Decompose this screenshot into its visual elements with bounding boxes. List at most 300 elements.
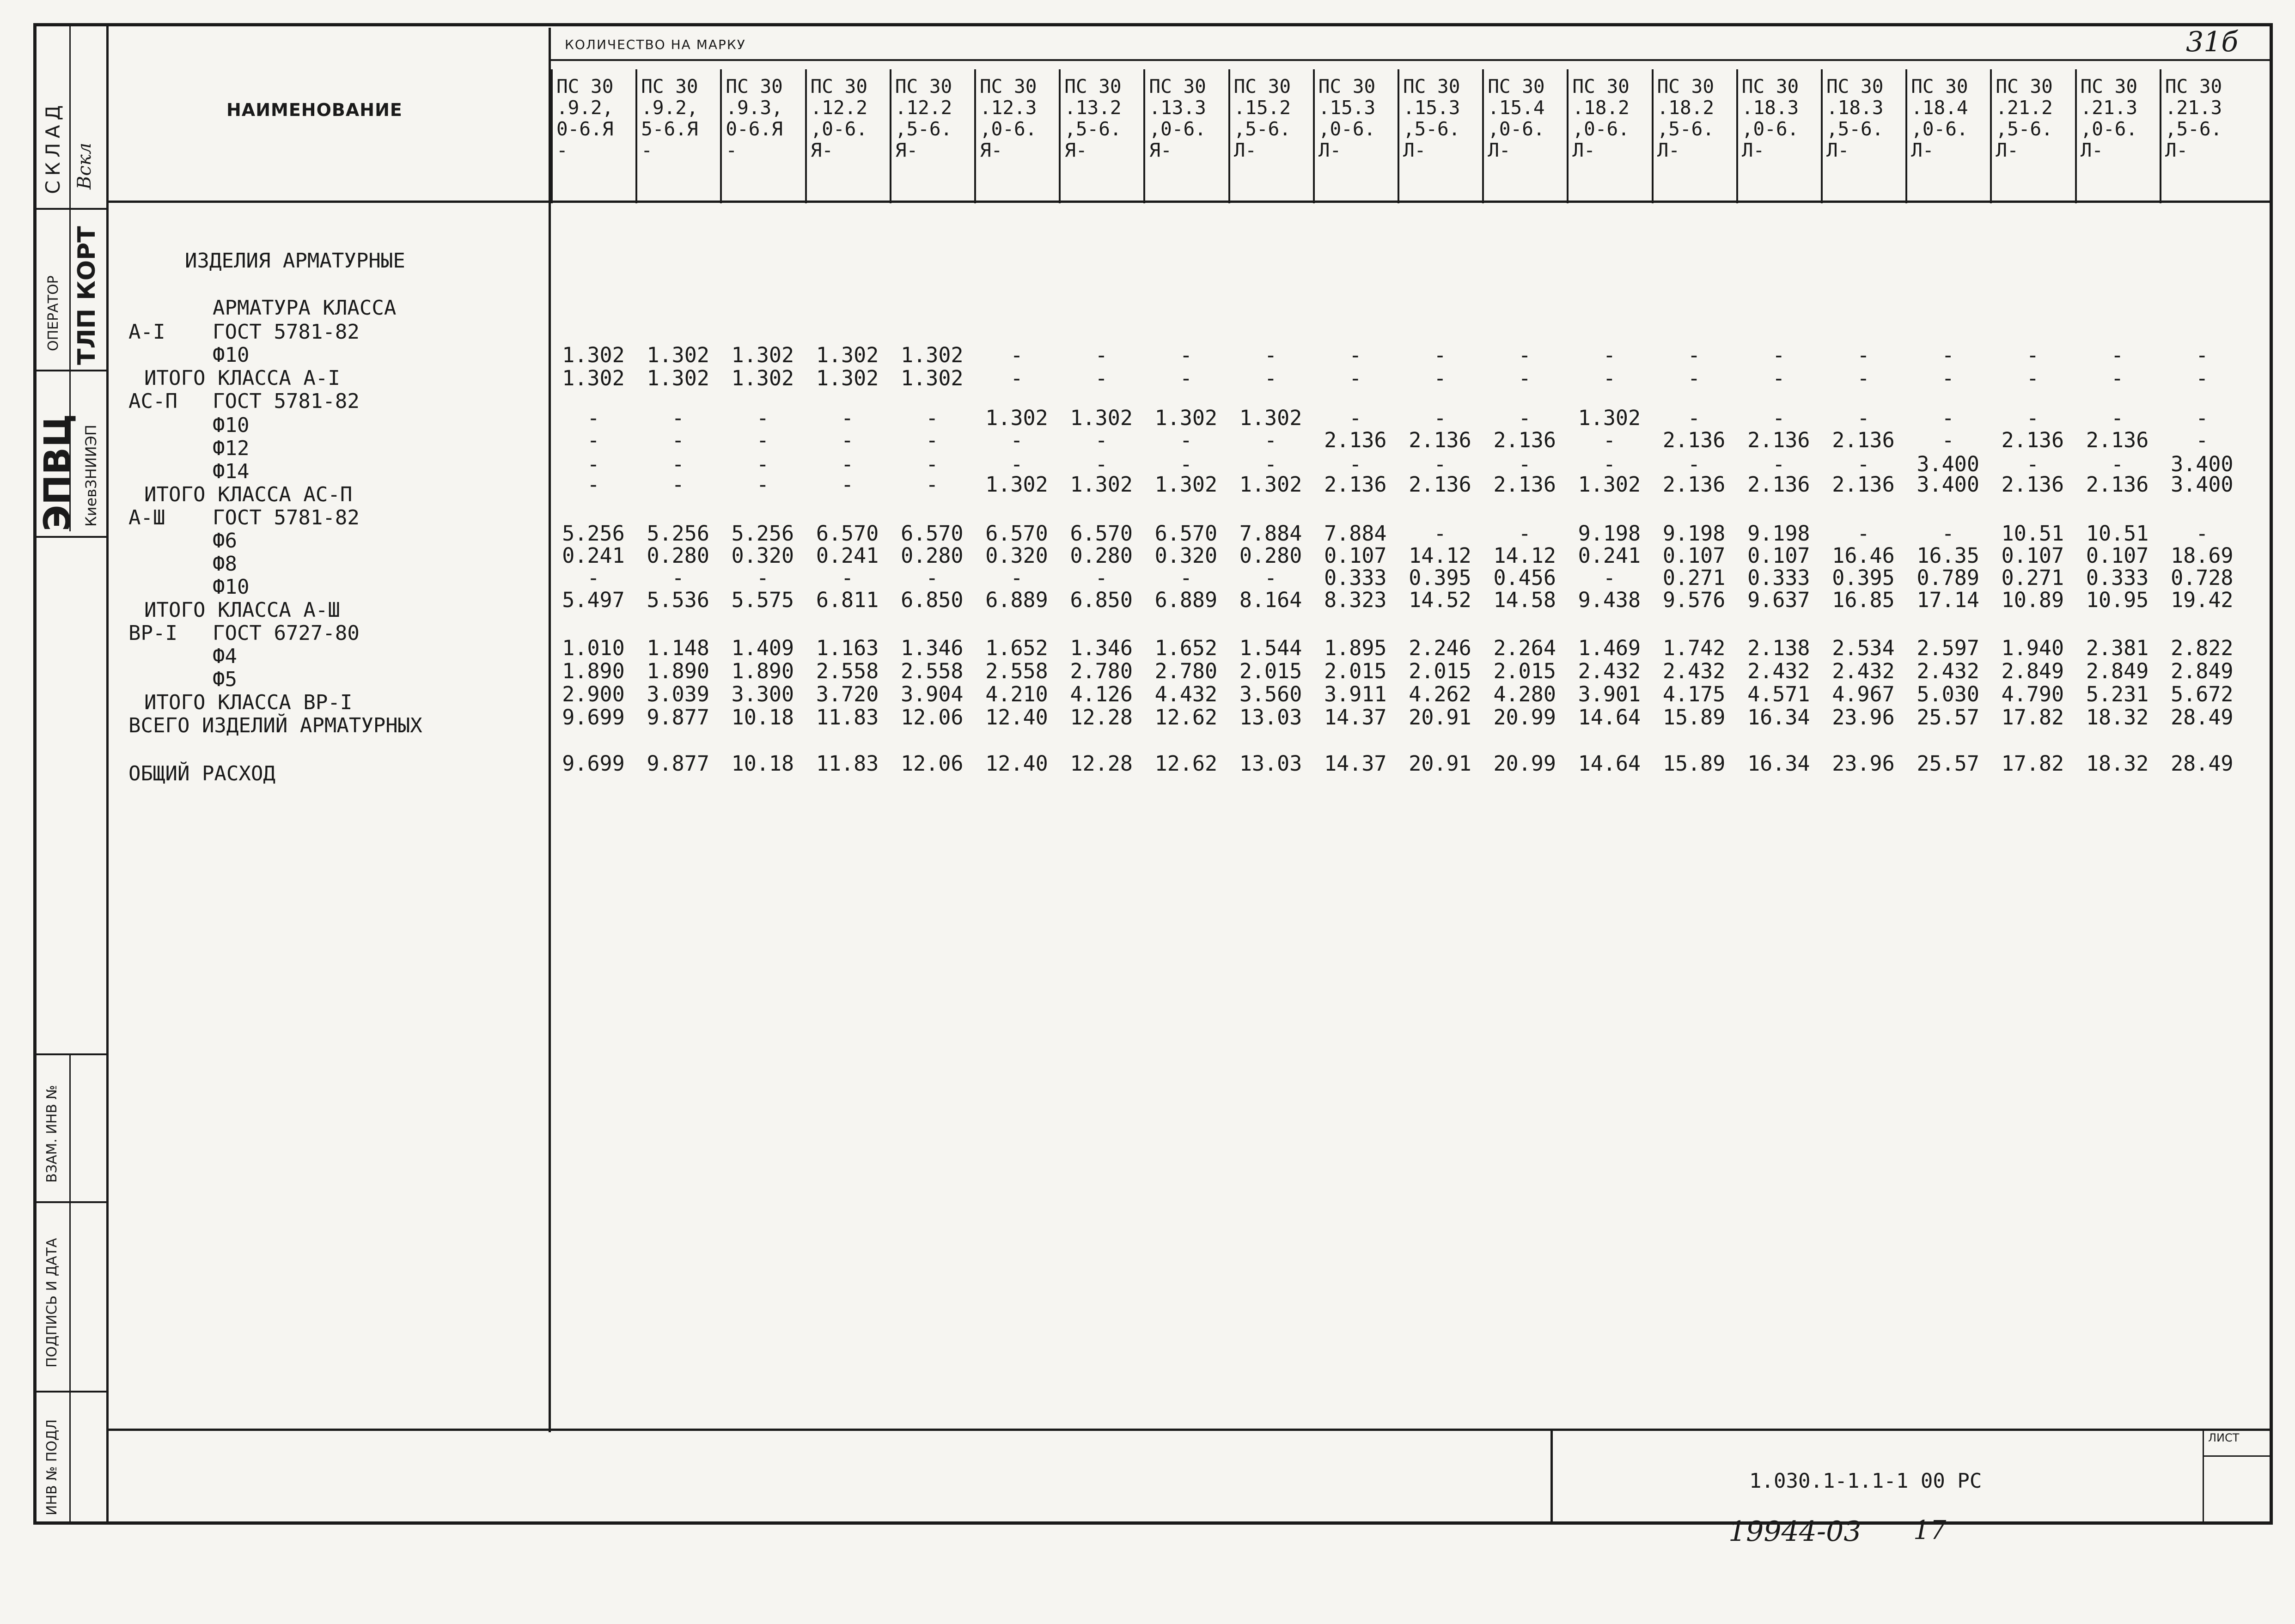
table-cell: - <box>2026 366 2039 390</box>
column-header-mark: ПС 30 .9.3, 0-6.Я - <box>726 76 783 161</box>
table-cell: - <box>587 428 600 452</box>
table-cell: - <box>1518 452 1531 476</box>
table-cell: 2.136 <box>1662 428 1726 452</box>
table-cell: - <box>1010 566 1023 590</box>
label-f10-a1: Ф10 <box>213 343 250 367</box>
table-cell: 2.558 <box>985 659 1048 683</box>
table-cell: 8.164 <box>1239 588 1302 612</box>
table-cell: 2.136 <box>2086 428 2149 452</box>
table-cell: 4.571 <box>1747 682 1810 706</box>
table-cell: 0.333 <box>2086 566 2149 590</box>
label-gost-a1: ГОСТ 5781-82 <box>213 320 360 344</box>
table-cell: - <box>1010 366 1023 390</box>
table-cell: - <box>756 406 769 430</box>
table-cell: 16.34 <box>1747 705 1810 730</box>
table-cell: 1.302 <box>647 366 709 390</box>
table-cell: - <box>1264 343 1277 367</box>
column-header-mark: ПС 30 .12.3 ,0-6. Я- <box>980 76 1037 161</box>
table-cell: 2.900 <box>562 682 625 706</box>
label-itogo-a1: ИТОГО КЛАССА А-I <box>144 366 340 390</box>
table-cell: 1.940 <box>2001 636 2064 660</box>
table-cell: 20.91 <box>1409 751 1471 776</box>
column-header-mark: ПС 30 .18.3 ,5-6. Л- <box>1826 76 1884 161</box>
table-cell: 25.57 <box>1917 751 1979 776</box>
table-cell: - <box>1603 343 1616 367</box>
table-cell: 14.58 <box>1493 588 1556 612</box>
table-cell: 1.302 <box>1154 406 1218 430</box>
table-cell: 7.884 <box>1239 521 1302 546</box>
table-cell: 2.246 <box>1409 636 1471 660</box>
table-cell: 16.85 <box>1832 588 1895 612</box>
stamp-vzam-inv: ВЗАМ. ИНВ № <box>44 1085 60 1183</box>
table-cell: 0.456 <box>1493 566 1556 590</box>
table-cell: - <box>926 452 939 476</box>
table-cell: - <box>1434 366 1447 390</box>
table-row <box>0 407 2295 430</box>
table-cell: 9.438 <box>1578 588 1641 612</box>
stamp-sklad-handwritten: Вскл <box>74 142 95 189</box>
table-cell: 6.570 <box>1070 521 1133 546</box>
table-cell: 2.849 <box>2171 659 2234 683</box>
table-cell: 2.432 <box>1747 659 1810 683</box>
table-cell: 3.400 <box>1917 472 1979 497</box>
table-cell: 8.323 <box>1324 588 1387 612</box>
table-cell: 9.877 <box>647 705 709 730</box>
table-cell: - <box>2196 366 2209 390</box>
table-cell: 1.302 <box>1239 472 1302 497</box>
table-cell: 1.544 <box>1239 636 1302 660</box>
table-cell: - <box>587 566 600 590</box>
table-cell: 17.82 <box>2001 705 2064 730</box>
stamp-org-sub: КиевЗНИИЭП <box>82 425 100 527</box>
table-row <box>0 683 2295 706</box>
table-cell: 5.256 <box>562 521 625 546</box>
column-header-mark: ПС 30 .12.2 ,5-6. Я- <box>895 76 952 161</box>
table-row <box>0 522 2295 545</box>
table-cell: - <box>2111 366 2124 390</box>
table-cell: - <box>1518 343 1531 367</box>
table-cell: 1.302 <box>901 366 964 390</box>
table-cell: - <box>1349 343 1362 367</box>
table-cell: 0.320 <box>985 543 1048 568</box>
table-cell: - <box>1434 521 1447 546</box>
table-cell: - <box>587 472 600 497</box>
table-cell: 0.107 <box>1747 543 1810 568</box>
table-cell: 1.346 <box>1070 636 1133 660</box>
table-cell: 1.302 <box>731 366 794 390</box>
table-cell: 0.280 <box>901 543 964 568</box>
table-cell: 0.241 <box>816 543 879 568</box>
table-cell: 1.302 <box>562 343 625 367</box>
table-cell: - <box>1772 366 1785 390</box>
stamp-inv-podl: ИНВ № ПОДЛ <box>44 1419 60 1515</box>
table-cell: 9.198 <box>1662 521 1726 546</box>
table-cell: 6.570 <box>1154 521 1218 546</box>
table-cell: 12.62 <box>1154 751 1218 776</box>
table-cell: 5.256 <box>647 521 709 546</box>
table-cell: 12.28 <box>1070 705 1133 730</box>
table-cell: - <box>926 428 939 452</box>
table-cell: - <box>1434 343 1447 367</box>
table-cell: - <box>1349 366 1362 390</box>
table-cell: 9.699 <box>562 751 625 776</box>
table-cell: 2.136 <box>1747 428 1810 452</box>
table-cell: 9.198 <box>1578 521 1641 546</box>
table-cell: 2.534 <box>1832 636 1895 660</box>
table-cell: - <box>1603 428 1616 452</box>
handwritten-extra: 17 <box>1913 1515 1947 1545</box>
table-cell: 10.89 <box>2001 588 2064 612</box>
table-cell: - <box>587 452 600 476</box>
table-cell: - <box>1264 452 1277 476</box>
table-cell: - <box>1349 452 1362 476</box>
title-block-sheet-separator <box>2203 1429 2204 1525</box>
table-cell: - <box>1518 366 1531 390</box>
table-cell: 14.37 <box>1324 751 1387 776</box>
table-cell: 0.107 <box>1324 543 1387 568</box>
table-cell: 11.83 <box>816 705 879 730</box>
table-cell: 2.136 <box>1493 428 1556 452</box>
table-cell: 1.302 <box>985 406 1048 430</box>
table-cell: - <box>671 428 684 452</box>
table-cell: 9.699 <box>562 705 625 730</box>
table-cell: - <box>1941 366 1954 390</box>
table-cell: 2.136 <box>1409 472 1471 497</box>
column-separator <box>1736 69 1738 203</box>
table-cell: - <box>1772 343 1785 367</box>
label-f4-bp1: Ф4 <box>213 645 237 668</box>
table-cell: 2.136 <box>2001 472 2064 497</box>
table-cell: 14.64 <box>1578 751 1641 776</box>
table-cell: 2.558 <box>901 659 964 683</box>
table-cell: 2.015 <box>1409 659 1471 683</box>
table-cell: - <box>1095 366 1108 390</box>
table-cell: 3.560 <box>1239 682 1302 706</box>
table-row <box>0 367 2295 390</box>
table-cell: 0.280 <box>1239 543 1302 568</box>
table-cell: - <box>1518 406 1531 430</box>
label-class-ac2: АС-П <box>128 389 177 413</box>
column-separator <box>2075 69 2077 203</box>
table-cell: 2.264 <box>1493 636 1556 660</box>
table-cell: 17.82 <box>2001 751 2064 776</box>
column-header-mark: ПС 30 .15.4 ,0-6. Л- <box>1488 76 1545 161</box>
table-cell: - <box>2111 406 2124 430</box>
label-itogo-ac2: ИТОГО КЛАССА АС-П <box>144 483 353 506</box>
table-cell: 18.69 <box>2171 543 2234 568</box>
table-cell: - <box>1010 452 1023 476</box>
table-cell: 6.889 <box>985 588 1048 612</box>
table-cell: - <box>1772 406 1785 430</box>
table-cell: 0.333 <box>1324 566 1387 590</box>
table-cell: 14.37 <box>1324 705 1387 730</box>
table-cell: - <box>1179 452 1192 476</box>
table-cell: 0.333 <box>1747 566 1810 590</box>
table-cell: - <box>1434 452 1447 476</box>
table-cell: - <box>841 566 854 590</box>
table-cell: - <box>1941 521 1954 546</box>
table-cell: - <box>1688 406 1701 430</box>
table-cell: 6.850 <box>901 588 964 612</box>
label-section-title: ИЗДЕЛИЯ АРМАТУРНЫЕ <box>185 249 405 273</box>
table-cell: - <box>1603 366 1616 390</box>
label-armatura-klassa: АРМАТУРА КЛАССА <box>213 296 397 320</box>
label-gost-bp1: ГОСТ 6727-80 <box>213 621 360 645</box>
table-cell: 2.780 <box>1070 659 1133 683</box>
table-cell: 1.302 <box>816 343 879 367</box>
table-cell: 1.302 <box>985 472 1048 497</box>
table-cell: 0.271 <box>1662 566 1726 590</box>
table-cell: 2.136 <box>1324 428 1387 452</box>
side-strip-line-5 <box>33 1201 107 1203</box>
table-cell: 2.432 <box>1832 659 1895 683</box>
table-cell: - <box>1010 343 1023 367</box>
table-cell: 3.400 <box>2171 452 2234 476</box>
table-cell: 1.302 <box>1578 472 1641 497</box>
table-cell: 23.96 <box>1832 705 1895 730</box>
table-cell: 13.03 <box>1239 751 1302 776</box>
table-cell: 0.280 <box>1070 543 1133 568</box>
table-cell: 16.35 <box>1917 543 1979 568</box>
column-header-mark: ПС 30 .9.2, 0-6.Я - <box>556 76 614 161</box>
table-cell: 18.32 <box>2086 751 2149 776</box>
table-cell: - <box>841 452 854 476</box>
table-cell: - <box>1434 406 1447 430</box>
column-header-mark: ПС 30 .13.3 ,0-6. Я- <box>1149 76 1206 161</box>
table-cell: 5.030 <box>1917 682 1979 706</box>
table-cell: 0.241 <box>1578 543 1641 568</box>
table-cell: 1.302 <box>901 343 964 367</box>
table-cell: - <box>756 566 769 590</box>
table-cell: 2.015 <box>1239 659 1302 683</box>
table-row <box>0 637 2295 660</box>
table-cell: 1.890 <box>647 659 709 683</box>
table-cell: 0.107 <box>1662 543 1726 568</box>
label-class-bp1: ВР-I <box>128 621 177 645</box>
table-cell: 9.198 <box>1747 521 1810 546</box>
table-cell: 3.911 <box>1324 682 1387 706</box>
table-cell: - <box>2196 343 2209 367</box>
column-header-mark: ПС 30 .21.3 ,5-6. Л- <box>2165 76 2222 161</box>
table-cell: - <box>1179 566 1192 590</box>
table-cell: 4.262 <box>1409 682 1471 706</box>
table-cell: 10.51 <box>2086 521 2149 546</box>
column-separator <box>1228 69 1230 203</box>
table-cell: - <box>1264 566 1277 590</box>
table-cell: - <box>671 452 684 476</box>
table-cell: - <box>671 472 684 497</box>
table-cell: 5.672 <box>2171 682 2234 706</box>
table-cell: 3.300 <box>731 682 794 706</box>
table-cell: 4.432 <box>1154 682 1218 706</box>
table-cell: 6.570 <box>816 521 879 546</box>
table-cell: - <box>756 472 769 497</box>
table-cell: - <box>1179 428 1192 452</box>
table-cell: 5.231 <box>2086 682 2149 706</box>
side-strip-line-1 <box>33 208 107 210</box>
table-cell: 0.320 <box>1154 543 1218 568</box>
title-block-top-line <box>106 1429 2273 1431</box>
table-cell: 25.57 <box>1917 705 1979 730</box>
table-cell: 6.811 <box>816 588 879 612</box>
table-cell: - <box>1857 406 1870 430</box>
table-cell: 0.241 <box>562 543 625 568</box>
column-header-mark: ПС 30 .18.4 ,0-6. Л- <box>1911 76 1968 161</box>
column-header-mark: ПС 30 .18.2 ,5-6. Л- <box>1657 76 1715 161</box>
table-cell: 2.015 <box>1493 659 1556 683</box>
label-f10-ac2: Ф10 <box>213 414 250 437</box>
table-cell: - <box>1095 452 1108 476</box>
label-f5-bp1: Ф5 <box>213 668 237 691</box>
table-cell: 11.83 <box>816 751 879 776</box>
column-separator <box>1482 69 1484 203</box>
table-cell: - <box>1688 366 1701 390</box>
table-cell: - <box>1349 406 1362 430</box>
table-cell: 0.395 <box>1409 566 1471 590</box>
table-cell: 20.99 <box>1493 705 1556 730</box>
table-cell: 1.652 <box>985 636 1048 660</box>
table-cell: 1.302 <box>1070 472 1133 497</box>
table-cell: 0.107 <box>2086 543 2149 568</box>
table-cell: 6.850 <box>1070 588 1133 612</box>
table-cell: 1.742 <box>1662 636 1726 660</box>
table-cell: - <box>1857 521 1870 546</box>
table-cell: 14.64 <box>1578 705 1641 730</box>
table-cell: - <box>2196 521 2209 546</box>
label-f12-ac2: Ф12 <box>213 437 250 460</box>
table-cell: 12.62 <box>1154 705 1218 730</box>
table-row <box>0 752 2295 775</box>
table-cell: - <box>587 406 600 430</box>
table-cell: 0.395 <box>1832 566 1895 590</box>
stamp-sklad: СКЛАД <box>42 100 64 194</box>
table-cell: - <box>2026 406 2039 430</box>
stamp-org-main: ЭПВЦ <box>37 414 79 531</box>
table-cell: - <box>926 406 939 430</box>
table-cell: 2.136 <box>1832 472 1895 497</box>
table-cell: - <box>841 406 854 430</box>
column-separator <box>974 69 976 203</box>
table-cell: - <box>926 472 939 497</box>
label-class-a3: А-Ш <box>128 506 165 529</box>
table-cell: - <box>926 566 939 590</box>
label-f10-a3: Ф10 <box>213 575 250 599</box>
table-cell: - <box>671 406 684 430</box>
table-cell: - <box>1095 343 1108 367</box>
table-cell: 2.381 <box>2086 636 2149 660</box>
table-cell: 1.302 <box>1154 472 1218 497</box>
column-header-mark: ПС 30 .13.2 ,5-6. Я- <box>1064 76 1122 161</box>
column-separator <box>1652 69 1654 203</box>
title-block-sheet-line <box>2203 1455 2273 1457</box>
table-cell: - <box>1857 343 1870 367</box>
table-cell: - <box>2196 428 2209 452</box>
table-cell: 2.136 <box>1832 428 1895 452</box>
table-cell: 2.138 <box>1747 636 1810 660</box>
table-cell: 1.302 <box>562 366 625 390</box>
table-cell: 1.890 <box>562 659 625 683</box>
table-row <box>0 660 2295 683</box>
side-strip-line-6 <box>33 1391 107 1393</box>
table-cell: 17.14 <box>1917 588 1979 612</box>
table-cell: 2.849 <box>2001 659 2064 683</box>
table-cell: 1.302 <box>1070 406 1133 430</box>
table-cell: 10.18 <box>731 751 794 776</box>
table-cell: 1.890 <box>731 659 794 683</box>
column-separator <box>1821 69 1823 203</box>
column-separator <box>635 69 637 203</box>
table-cell: 2.136 <box>1409 428 1471 452</box>
table-row <box>0 429 2295 452</box>
table-cell: 5.256 <box>731 521 794 546</box>
table-cell: 1.895 <box>1324 636 1387 660</box>
side-strip-bottom-divider <box>69 1053 71 1525</box>
column-header-name: НАИМЕНОВАНИЕ <box>226 100 403 120</box>
table-cell: 4.790 <box>2001 682 2064 706</box>
table-cell: - <box>1603 452 1616 476</box>
table-cell: 0.271 <box>2001 566 2064 590</box>
table-cell: 2.015 <box>1324 659 1387 683</box>
table-cell: 2.136 <box>2086 472 2149 497</box>
table-cell: - <box>1603 566 1616 590</box>
table-cell: 1.302 <box>731 343 794 367</box>
table-cell: 3.039 <box>647 682 709 706</box>
table-cell: 16.34 <box>1747 751 1810 776</box>
table-cell: 12.40 <box>985 705 1048 730</box>
table-cell: 15.89 <box>1662 751 1726 776</box>
table-cell: 4.175 <box>1662 682 1726 706</box>
table-cell: - <box>1772 452 1785 476</box>
label-itogo-bp1: ИТОГО КЛАССА ВР-I <box>144 691 353 714</box>
table-cell: 14.12 <box>1409 543 1471 568</box>
table-cell: 0.107 <box>2001 543 2064 568</box>
table-cell: 1.148 <box>647 636 709 660</box>
table-cell: - <box>671 566 684 590</box>
table-cell: 9.637 <box>1747 588 1810 612</box>
table-cell: 20.99 <box>1493 751 1556 776</box>
table-cell: - <box>2111 452 2124 476</box>
table-cell: - <box>1857 452 1870 476</box>
table-cell: 3.720 <box>816 682 879 706</box>
table-cell: - <box>756 428 769 452</box>
table-row <box>0 473 2295 496</box>
table-cell: 1.302 <box>816 366 879 390</box>
column-header-quantity: КОЛИЧЕСТВО НА МАРКУ <box>565 37 746 52</box>
stamp-tlp-kort: ТЛП КОРТ <box>73 226 101 365</box>
table-cell: 20.91 <box>1409 705 1471 730</box>
table-cell: 0.320 <box>731 543 794 568</box>
table-cell: 15.89 <box>1662 705 1726 730</box>
sheet-label: ЛИСТ <box>2208 1431 2240 1444</box>
table-cell: 1.469 <box>1578 636 1641 660</box>
table-cell: - <box>1857 366 1870 390</box>
column-header-mark: ПС 30 .12.2 ,0-6. Я- <box>810 76 868 161</box>
column-header-mark: ПС 30 .18.2 ,0-6. Л- <box>1572 76 1630 161</box>
title-block-separator <box>1550 1429 1553 1525</box>
table-cell: 0.789 <box>1917 566 1979 590</box>
table-cell: 2.780 <box>1154 659 1218 683</box>
table-cell: - <box>2111 343 2124 367</box>
column-separator <box>1567 69 1569 203</box>
sheet-number-handwritten: 31б <box>2186 26 2238 58</box>
column-separator <box>720 69 722 203</box>
table-cell: - <box>1941 343 1954 367</box>
table-cell: 3.901 <box>1578 682 1641 706</box>
name-column-separator <box>549 28 551 1432</box>
table-cell: 1.010 <box>562 636 625 660</box>
table-cell: 5.497 <box>562 588 625 612</box>
table-cell: 10.18 <box>731 705 794 730</box>
